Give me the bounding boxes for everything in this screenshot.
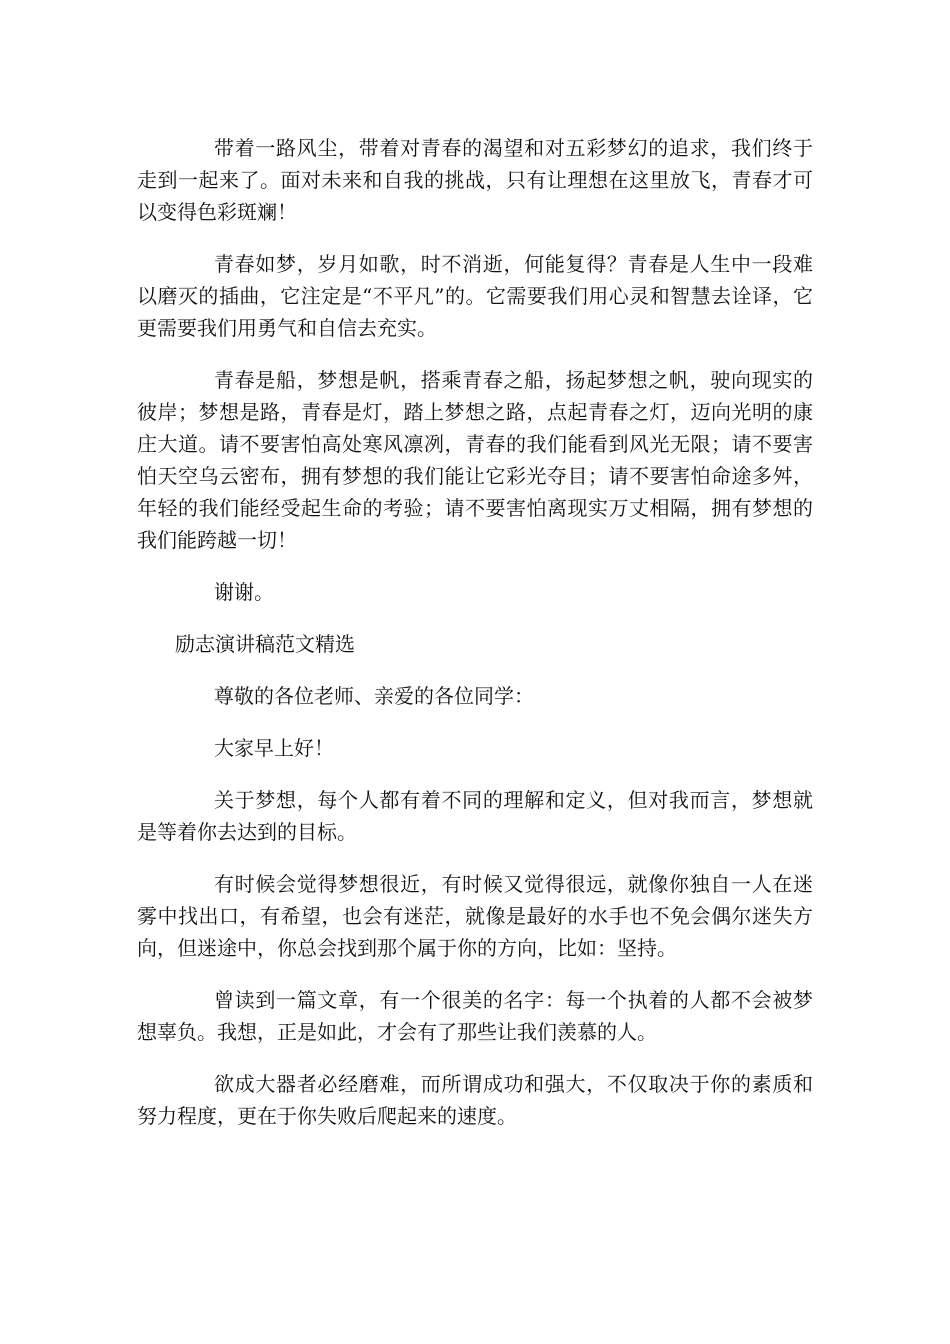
- paragraph-3: 青春是船，梦想是帆，搭乘青春之船，扬起梦想之帆，驶向现实的彼岸；梦想是路，青春是灯，踏上梦想之路，点起青春之灯，迈向光明的康庄大道。请不要害怕高处寒风凛冽，青春的我们能看到风光无限；请不要害怕天空乌云密布，拥有梦想的我们能让它彩光夺目；请不要害怕命途多舛，年轻的我们能经受起生命的考验；请不要害怕离现实万丈相隔，拥有梦想的我们能跨越一切！: [137, 368, 813, 552]
- speech-greeting: 大家早上好！: [214, 736, 334, 760]
- speech-salutation: 尊敬的各位老师、亲爱的各位同学：: [214, 684, 534, 708]
- speech-paragraph-2: 有时候会觉得梦想很近，有时候又觉得很远，就像你独自一人在迷雾中找出口，有希望，也会有迷茫，就像是最好的水手也不免会偶尔迷失方向，但迷途中，你总会找到那个属于你的方向，比如：坚持。: [137, 872, 813, 960]
- section-title: 励志演讲稿范文精选: [175, 632, 355, 656]
- paragraph-1: 带着一路风尘，带着对青春的渴望和对五彩梦幻的追求，我们终于走到一起来了。面对未来和自我的挑战，只有让理想在这里放飞，青春才可以变得色彩斑斓！: [137, 136, 813, 224]
- document-body: [137, 132, 813, 1132]
- speech-paragraph-1: 关于梦想，每个人都有着不同的理解和定义，但对我而言，梦想就是等着你去达到的目标。: [137, 788, 813, 844]
- paragraph-2: 青春如梦，岁月如歌，时不消逝，何能复得？青春是人生中一段难以磨灭的插曲，它注定是“不平凡”的。它需要我们用心灵和智慧去诠译，它更需要我们用勇气和自信去充实。: [137, 252, 813, 340]
- paragraph-thanks: 谢谢。: [214, 580, 274, 604]
- speech-paragraph-3: 曾读到一篇文章，有一个很美的名字：每一个执着的人都不会被梦想辜负。我想，正是如此，才会有了那些让我们羡慕的人。: [137, 988, 813, 1044]
- speech-paragraph-4: 欲成大器者必经磨难，而所谓成功和强大，不仅取决于你的素质和努力程度，更在于你失败后爬起来的速度。: [137, 1072, 813, 1128]
